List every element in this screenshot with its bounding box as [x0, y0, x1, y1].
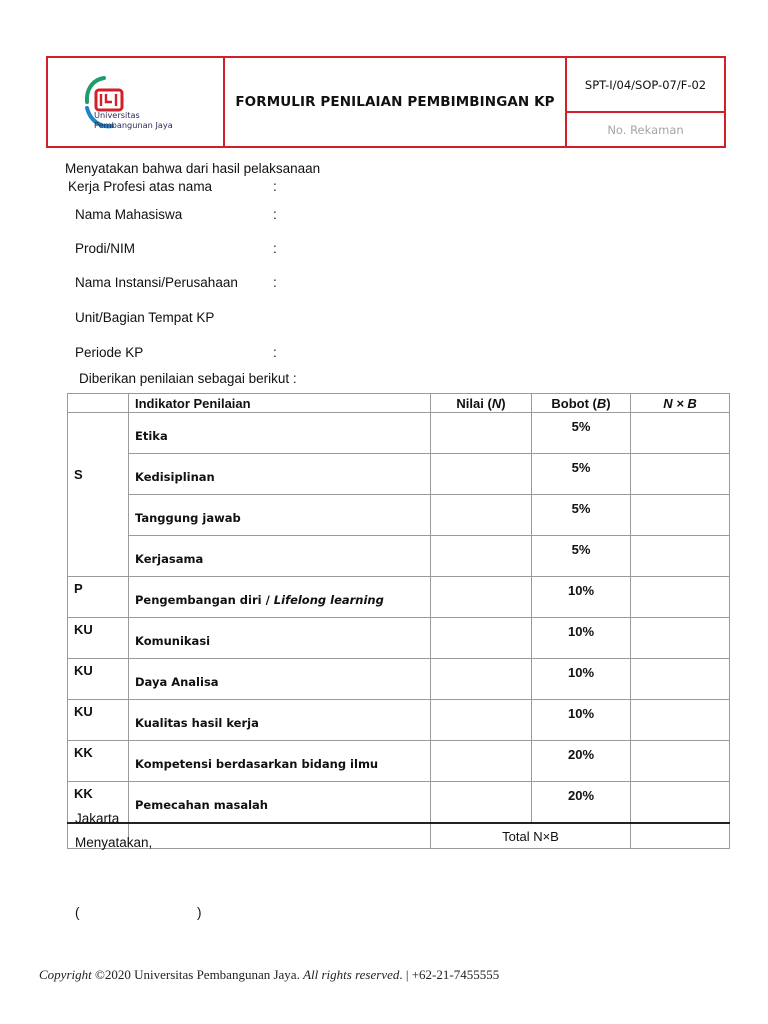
- indicator-cell: Komunikasi: [129, 618, 431, 659]
- field-colon: :: [273, 275, 277, 290]
- nxb-cell[interactable]: [631, 700, 730, 741]
- group-cell: KK: [68, 741, 129, 782]
- nxb-cell[interactable]: [631, 741, 730, 782]
- nilai-cell[interactable]: [431, 495, 532, 536]
- bobot-cell: 10%: [532, 700, 631, 741]
- record-number: No. Rekaman: [607, 122, 684, 137]
- total-value-cell[interactable]: [631, 823, 730, 849]
- closing-city: Jakarta: [75, 811, 120, 826]
- header-nxb: N × B: [631, 394, 730, 413]
- total-empty-cell: [129, 823, 431, 849]
- group-cell: KU: [68, 618, 129, 659]
- closing-stated: Menyatakan,: [75, 835, 153, 850]
- field-label-prodi-nim: Prodi/NIM: [75, 241, 136, 256]
- logo-line2: Pembangunan Jaya: [94, 120, 173, 130]
- table-row: [68, 413, 730, 454]
- bobot-cell: 5%: [532, 495, 631, 536]
- indicator-cell: Etika: [129, 413, 431, 454]
- logo-line1: Universitas: [94, 110, 140, 120]
- header-bobot: Bobot (B): [532, 394, 631, 413]
- indicator-cell: Kompetensi berdasarkan bidang ilmu: [129, 741, 431, 782]
- intro-colon: :: [273, 179, 277, 194]
- table-header-row: [68, 394, 730, 413]
- nxb-cell[interactable]: [631, 495, 730, 536]
- total-label: Total N×B: [431, 823, 631, 849]
- header-group: [68, 394, 129, 413]
- nilai-cell[interactable]: [431, 782, 532, 824]
- group-cell: KK: [68, 782, 129, 824]
- field-colon: :: [273, 207, 277, 222]
- document-code: SPT-I/04/SOP-07/F-02: [567, 58, 724, 113]
- bobot-cell: 5%: [532, 536, 631, 577]
- total-row: [68, 823, 730, 849]
- table-row: [68, 741, 730, 782]
- table-row: [68, 782, 730, 824]
- field-label-periode: Periode KP: [75, 345, 144, 360]
- indicator-cell: Pemecahan masalah: [129, 782, 431, 824]
- nxb-cell[interactable]: [631, 536, 730, 577]
- field-label-nama-mahasiswa: Nama Mahasiswa: [75, 207, 183, 222]
- nilai-cell[interactable]: [431, 741, 532, 782]
- footer-copyright: Copyright ©2020 Universitas Pembangunan Jaya. All rights reserved. | +62-21-7455555: [39, 967, 500, 982]
- nilai-cell[interactable]: [431, 454, 532, 495]
- nilai-cell[interactable]: [431, 536, 532, 577]
- nilai-cell[interactable]: [431, 618, 532, 659]
- field-colon: :: [273, 345, 277, 360]
- indicator-cell: Kedisiplinan: [129, 454, 431, 495]
- nxb-cell[interactable]: [631, 454, 730, 495]
- table-row: [68, 454, 730, 495]
- field-colon: :: [273, 241, 277, 256]
- nilai-cell[interactable]: [431, 577, 532, 618]
- field-label-instansi: Nama Instansi/Perusahaan: [75, 275, 238, 290]
- indicator-cell: Kerjasama: [129, 536, 431, 577]
- logo-wordmark: [94, 110, 173, 130]
- form-title: FORMULIR PENILAIAN PEMBIMBINGAN KP: [235, 94, 555, 110]
- bobot-cell: 20%: [532, 782, 631, 824]
- table-row: [68, 700, 730, 741]
- given-text: Diberikan penilaian sebagai berikut :: [79, 371, 297, 386]
- nilai-cell[interactable]: [431, 413, 532, 454]
- indicator-cell: Daya Analisa: [129, 659, 431, 700]
- bobot-cell: 10%: [532, 618, 631, 659]
- form-header: [46, 56, 726, 148]
- nxb-cell[interactable]: [631, 618, 730, 659]
- nxb-cell[interactable]: [631, 659, 730, 700]
- bobot-cell: 5%: [532, 413, 631, 454]
- indicator-cell: Pengembangan diri / Lifelong learning: [129, 577, 431, 618]
- table-row: [68, 577, 730, 618]
- intro-line2: Kerja Profesi atas nama: [68, 179, 213, 194]
- group-cell-s: S: [68, 413, 129, 577]
- signature-open-paren: (: [75, 905, 80, 920]
- nxb-cell[interactable]: [631, 577, 730, 618]
- field-label-unit: Unit/Bagian Tempat KP: [75, 310, 215, 325]
- nilai-cell[interactable]: [431, 659, 532, 700]
- table-row: [68, 536, 730, 577]
- nxb-cell[interactable]: [631, 413, 730, 454]
- group-cell: P: [68, 577, 129, 618]
- group-cell: KU: [68, 659, 129, 700]
- bobot-cell: 20%: [532, 741, 631, 782]
- intro-line1: Menyatakan bahwa dari hasil pelaksanaan: [65, 161, 321, 176]
- header-indikator: Indikator Penilaian: [129, 394, 431, 413]
- signature-close-paren: ): [197, 905, 202, 920]
- indicator-cell: Kualitas hasil kerja: [129, 700, 431, 741]
- indicator-cell: Tanggung jawab: [129, 495, 431, 536]
- table-row: [68, 659, 730, 700]
- logo-cell: [48, 58, 225, 146]
- nilai-cell[interactable]: [431, 700, 532, 741]
- header-nilai: Nilai (N): [431, 394, 532, 413]
- bobot-cell: 5%: [532, 454, 631, 495]
- bobot-cell: 10%: [532, 659, 631, 700]
- group-cell: KU: [68, 700, 129, 741]
- table-row: [68, 618, 730, 659]
- bobot-cell: 10%: [532, 577, 631, 618]
- nxb-cell[interactable]: [631, 782, 730, 824]
- title-cell: [225, 58, 567, 146]
- table-row: [68, 495, 730, 536]
- assessment-table: [67, 393, 730, 849]
